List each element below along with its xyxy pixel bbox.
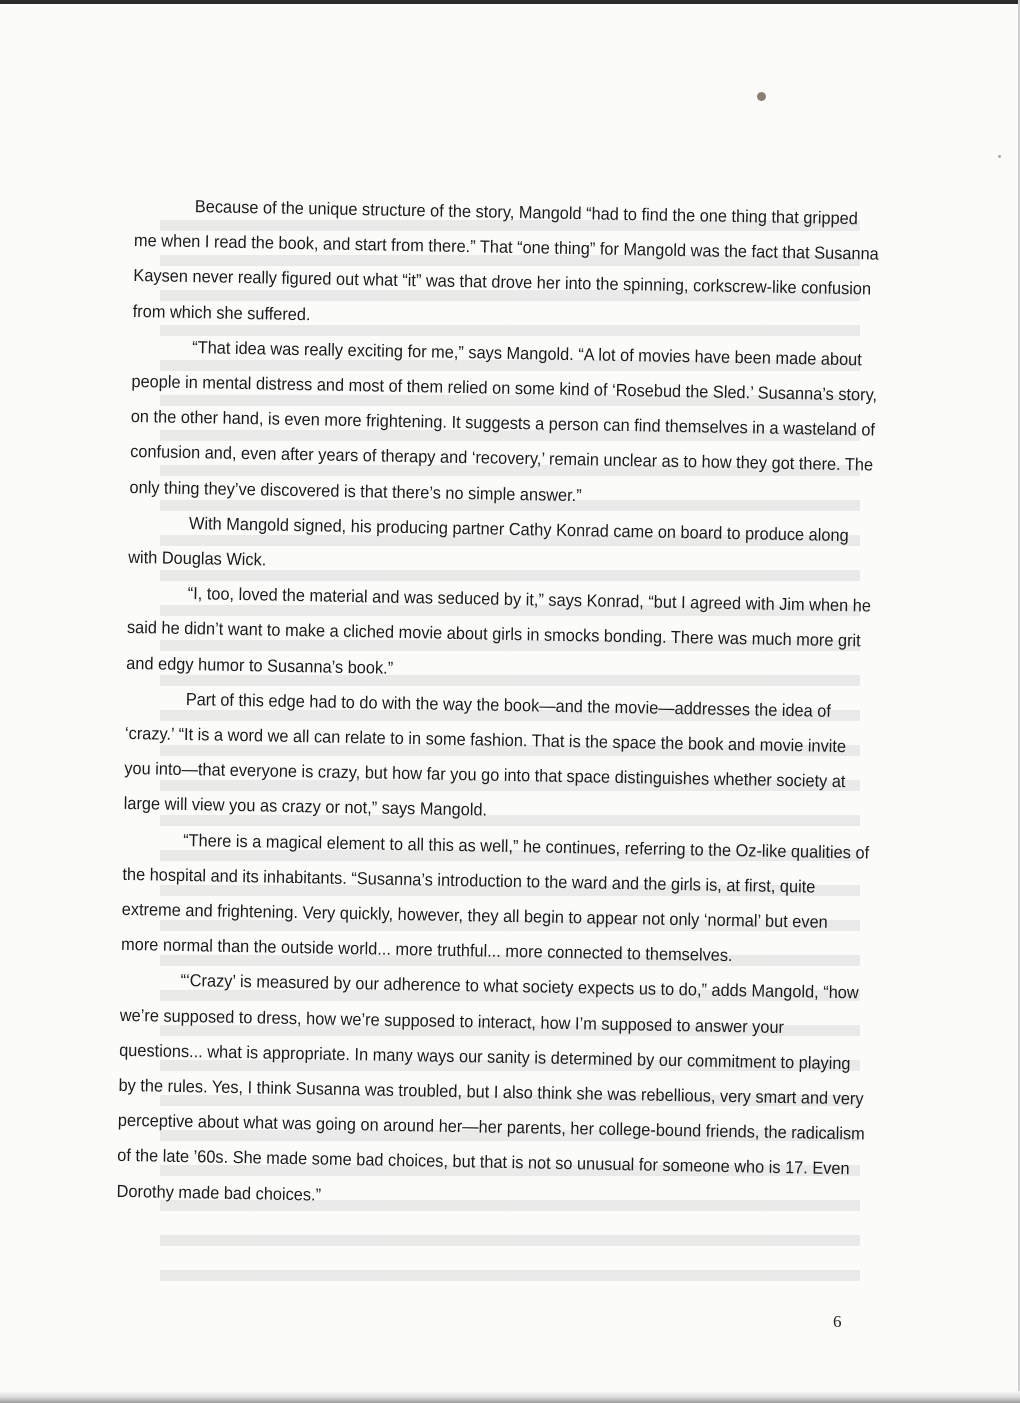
dust-speck — [998, 155, 1001, 158]
dust-speck — [757, 92, 766, 101]
paragraph-text: “There is a magical element to all this as well,” he continues, referring to the Oz-like qualities of the hospital and its inhabitants. “Susanna’s introduction to the ward and the girls is, at first, quite extreme and frightening. Very quickly, however, they all begin to appear not only ‘normal’ but even more normal than the outside world... more truthful... more connected to themselves. — [120, 829, 870, 966]
paragraph — [129, 329, 879, 519]
paragraph-text: “‘Crazy’ is measured by our adherence to what society expects us to do,” adds Mangold, “how we’re supposed to dress, how we’re supposed to interact, how I’m supposed to answer your questions... what is appropriate. In many ways our sanity is determined by our commitment to playing by the rules. Yes, I think Susanna was troubled, but I also think she was rebellious, very smart and very perceptive about what was going on around her—her parents, her college-bound friends, the radicalism of the late ’60s. She made some bad choices, but that is not so unusual for someone who is 17. Even Dorothy made bad choices.” — [116, 970, 865, 1205]
page-number: 6 — [833, 1312, 842, 1331]
paragraph — [116, 962, 868, 1222]
paragraph — [132, 188, 882, 342]
paragraph-text: Because of the unique structure of the story, Mangold “had to find the one thing that gripped me when I read the book, and start from there.” That “one thing” for Mangold was the fact that Susanna Kaysen never really figured out what “it” was that drove her into the spinning, corkscrew-like confusion from which she suffered. — [132, 196, 879, 324]
paragraph — [126, 575, 875, 694]
scan-edge-top — [0, 0, 1020, 4]
paragraph — [123, 681, 873, 835]
paragraph-text: “I, too, loved the material and was seduced by it,” says Konrad, “but I agreed with Jim when he said he didn’t want to make a cliched movie about girls in smocks bonding. There was much more grit and edgy humor to Susanna’s book.” — [126, 583, 872, 678]
paragraph-text: With Mangold signed, his producing partner Cathy Konrad came on board to produce along with Douglas Wick. — [128, 512, 849, 570]
document-body — [116, 188, 880, 1222]
paragraph-text: “That idea was really exciting for me,” says Mangold. “A lot of movies have been made about people in mental distress and most of them relied on some kind of ‘Rosebud the Sled.’ Susanna’s story, on the other hand, is even more frightening. It suggests a person can find themselves in a wasteland of confusion and, even after years of therapy and ‘recovery,’ remain unclear as to how they got there. The only thing they’ve discovered is that there’s no simple answer.” — [129, 336, 878, 505]
scan-edge-bottom — [0, 1391, 1020, 1403]
paragraph-text: Part of this edge had to do with the way the book—and the movie—addresses the idea of ‘crazy.’ “It is a word we all can relate to in some fashion. That is the space the book and movie invite you into—that everyone is crazy, but how far you go into that space distinguishes whether society at large will view you as crazy or not,” says Mangold. — [123, 688, 847, 821]
paragraph — [121, 822, 871, 976]
